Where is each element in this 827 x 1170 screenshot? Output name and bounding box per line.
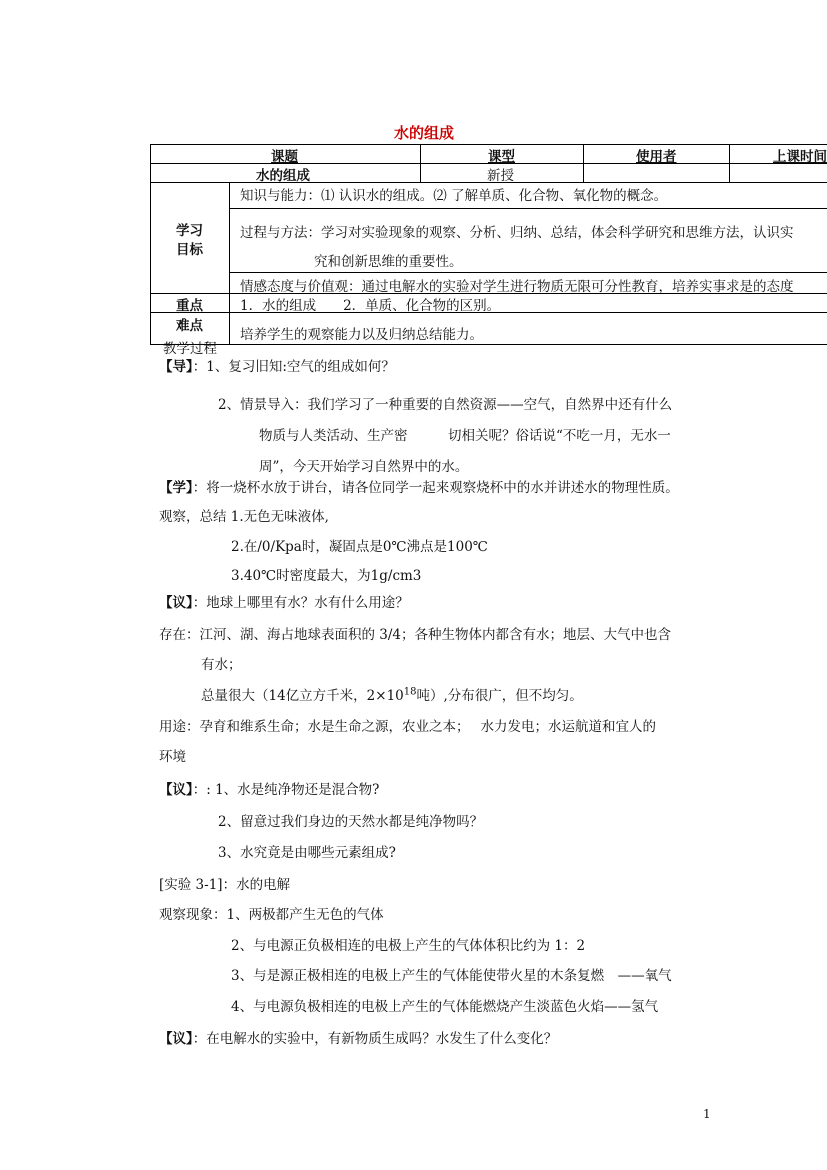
yi2-line-2: 2、留意过我们身边的天然水都是纯净物吗？ bbox=[218, 814, 484, 830]
use-line-2: 环境 bbox=[159, 749, 186, 765]
yi2-line-3: 3、水究竟是由哪些元素组成? bbox=[218, 845, 396, 861]
total-line: 总量很大（14亿立方千米，$2\times 10^{18}$吨）,分布很广，但不均匀。 bbox=[201, 686, 583, 704]
obs-line-1: 观察，总结 1.无色无味液体, bbox=[159, 509, 329, 525]
header-user: 使用者 bbox=[636, 149, 677, 165]
yi-tag-1: 【议】 bbox=[159, 595, 193, 611]
key-label: 重点 bbox=[176, 298, 203, 314]
dao-line-3: 物质与人类活动、生产密 切相关呢？俗话说“不吃一月，无水一 bbox=[259, 428, 671, 444]
obs-line-3: 3.40℃时密度最大，为1g/cm3 bbox=[231, 568, 422, 584]
page-title: 水的组成 bbox=[394, 124, 455, 142]
xue-tag: 【学】 bbox=[159, 480, 193, 496]
phenomenon-2: 2、与电源正负极相连的电极上产生的气体体积比约为 1：2 bbox=[231, 938, 586, 954]
key-points: 1．水的组成 2．单质、化合物的区别。 bbox=[240, 298, 501, 314]
objective-attitude: 情感态度与价值观：通过电解水的实验对学生进行物质无限可分性教育，培养实事求是的态度 bbox=[240, 279, 794, 295]
phenomenon-1: 观察现象：1、两极都产生无色的气体 bbox=[159, 907, 384, 923]
yi-line-2: 【议】：: 1、水是纯净物还是混合物? bbox=[159, 782, 380, 798]
yi-tag-3: 【议】 bbox=[159, 1031, 193, 1047]
dao-line-4: 周”，今天开始学习自然界中的水。 bbox=[259, 459, 469, 475]
yi-tag-2: 【议】 bbox=[159, 782, 193, 798]
obs-line-2: 2.在/0/Kpa时，凝固点是0℃沸点是100℃ bbox=[231, 539, 488, 555]
exist-line-1: 存在：江河、湖、海占地球表面积的 3/4；各种生物体内都含有水；地层、大气中也含 bbox=[159, 627, 672, 643]
objectives-label-1: 学习 bbox=[176, 223, 203, 239]
experiment-title: [实验 3-1]：水的电解 bbox=[159, 877, 291, 893]
yi-line-3: 【议】：在电解水的实验中，有新物质生成吗？水发生了什么变化？ bbox=[159, 1031, 558, 1047]
objective-knowledge: 知识与能力：⑴ 认识水的组成。⑵ 了解单质、化合物、氧化物的概念。 bbox=[240, 188, 668, 204]
type-value: 新授 bbox=[487, 168, 514, 184]
objective-process-2: 究和创新思维的重要性。 bbox=[314, 254, 463, 270]
topic-value: 水的组成 bbox=[256, 168, 310, 184]
dao-line-2: 2、情景导入：我们学习了一种重要的自然资源——空气，自然界中还有什么 bbox=[218, 397, 673, 413]
dao-tag: 【导】 bbox=[159, 359, 193, 375]
difficulty-text: 培养学生的观察能力以及归纳总结能力。 bbox=[240, 327, 483, 343]
yi-line-1: 【议】：地球上哪里有水？水有什么用途？ bbox=[159, 595, 409, 611]
difficulty-label: 难点 bbox=[176, 318, 203, 334]
use-line-1: 用途：孕育和维系生命；水是生命之源，农业之本； 水力发电；水运航道和宜人的 bbox=[159, 719, 657, 735]
phenomenon-3: 3、与是源正极相连的电极上产生的气体能使带火星的木条复燃 ——氧气 bbox=[231, 968, 672, 984]
header-topic: 课题 bbox=[271, 149, 298, 165]
header-time: 上课时间 bbox=[773, 149, 827, 165]
page-number: 1 bbox=[703, 1107, 711, 1121]
exist-line-2: 有水； bbox=[201, 657, 242, 673]
section-label: 教学过程 bbox=[163, 341, 217, 357]
header-type: 课型 bbox=[488, 149, 515, 165]
objective-process-1: 过程与方法：学习对实验现象的观察、分析、归纳、总结，体会科学研究和思维方法，认识实 bbox=[240, 225, 794, 241]
dao-line-1: 【导】：1、复习旧知:空气的组成如何？ bbox=[159, 359, 395, 375]
objectives-label-2: 目标 bbox=[176, 242, 203, 258]
xue-line-1: 【学】：将一烧杯水放于讲台，请各位同学一起来观察烧杯中的水并讲述水的物理性质。 bbox=[159, 480, 679, 496]
phenomenon-4: 4、与电源负极相连的电极上产生的气体能燃烧产生淡蓝色火焰——氢气 bbox=[231, 999, 659, 1015]
